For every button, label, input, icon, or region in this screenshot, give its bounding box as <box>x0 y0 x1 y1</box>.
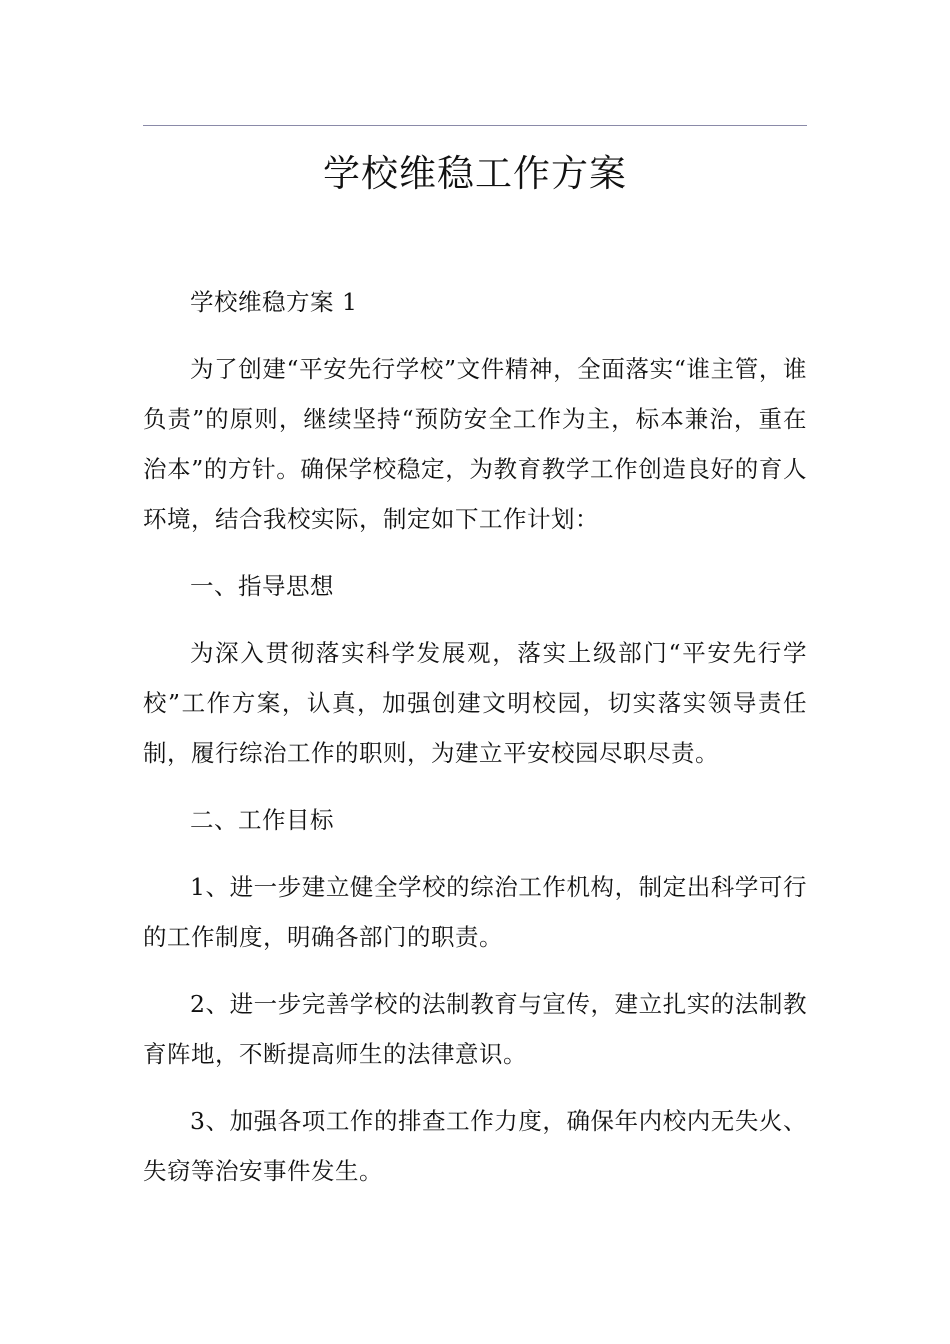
section-heading-plan-1: 学校维稳方案 1 <box>190 288 358 316</box>
section-heading-guiding-ideology: 一、指导思想 <box>190 572 334 600</box>
header-rule <box>143 125 807 126</box>
guiding-ideology-paragraph: 为深入贯彻落实科学发展观，落实上级部门“平安先行学校”工作方案，认真，加强创建文明校园，切实落实领导责任制，履行综治工作的职则，为建立平安校园尽职尽责。 <box>143 639 807 767</box>
document-body <box>143 277 807 1196</box>
intro-paragraph: 为了创建“平安先行学校”文件精神，全面落实“谁主管，谁负责”的原则，继续坚持“预防安全工作为主，标本兼治，重在治本”的方针。确保学校稳定，为教育教学工作创造良好的育人环境，结合我校实际，制定如下工作计划： <box>143 355 807 533</box>
goal-item-1: 1、进一步建立健全学校的综治工作机构，制定出科学可行的工作制度，明确各部门的职责。 <box>143 873 807 951</box>
goal-item-2: 2、进一步完善学校的法制教育与宣传，建立扎实的法制教育阵地，不断提高师生的法律意识。 <box>143 990 807 1068</box>
section-heading-work-goals: 二、工作目标 <box>190 806 334 834</box>
goal-item-3: 3、加强各项工作的排查工作力度，确保年内校内无失火、失窃等治安事件发生。 <box>143 1107 807 1185</box>
document-title: 学校维稳工作方案 <box>323 152 627 195</box>
